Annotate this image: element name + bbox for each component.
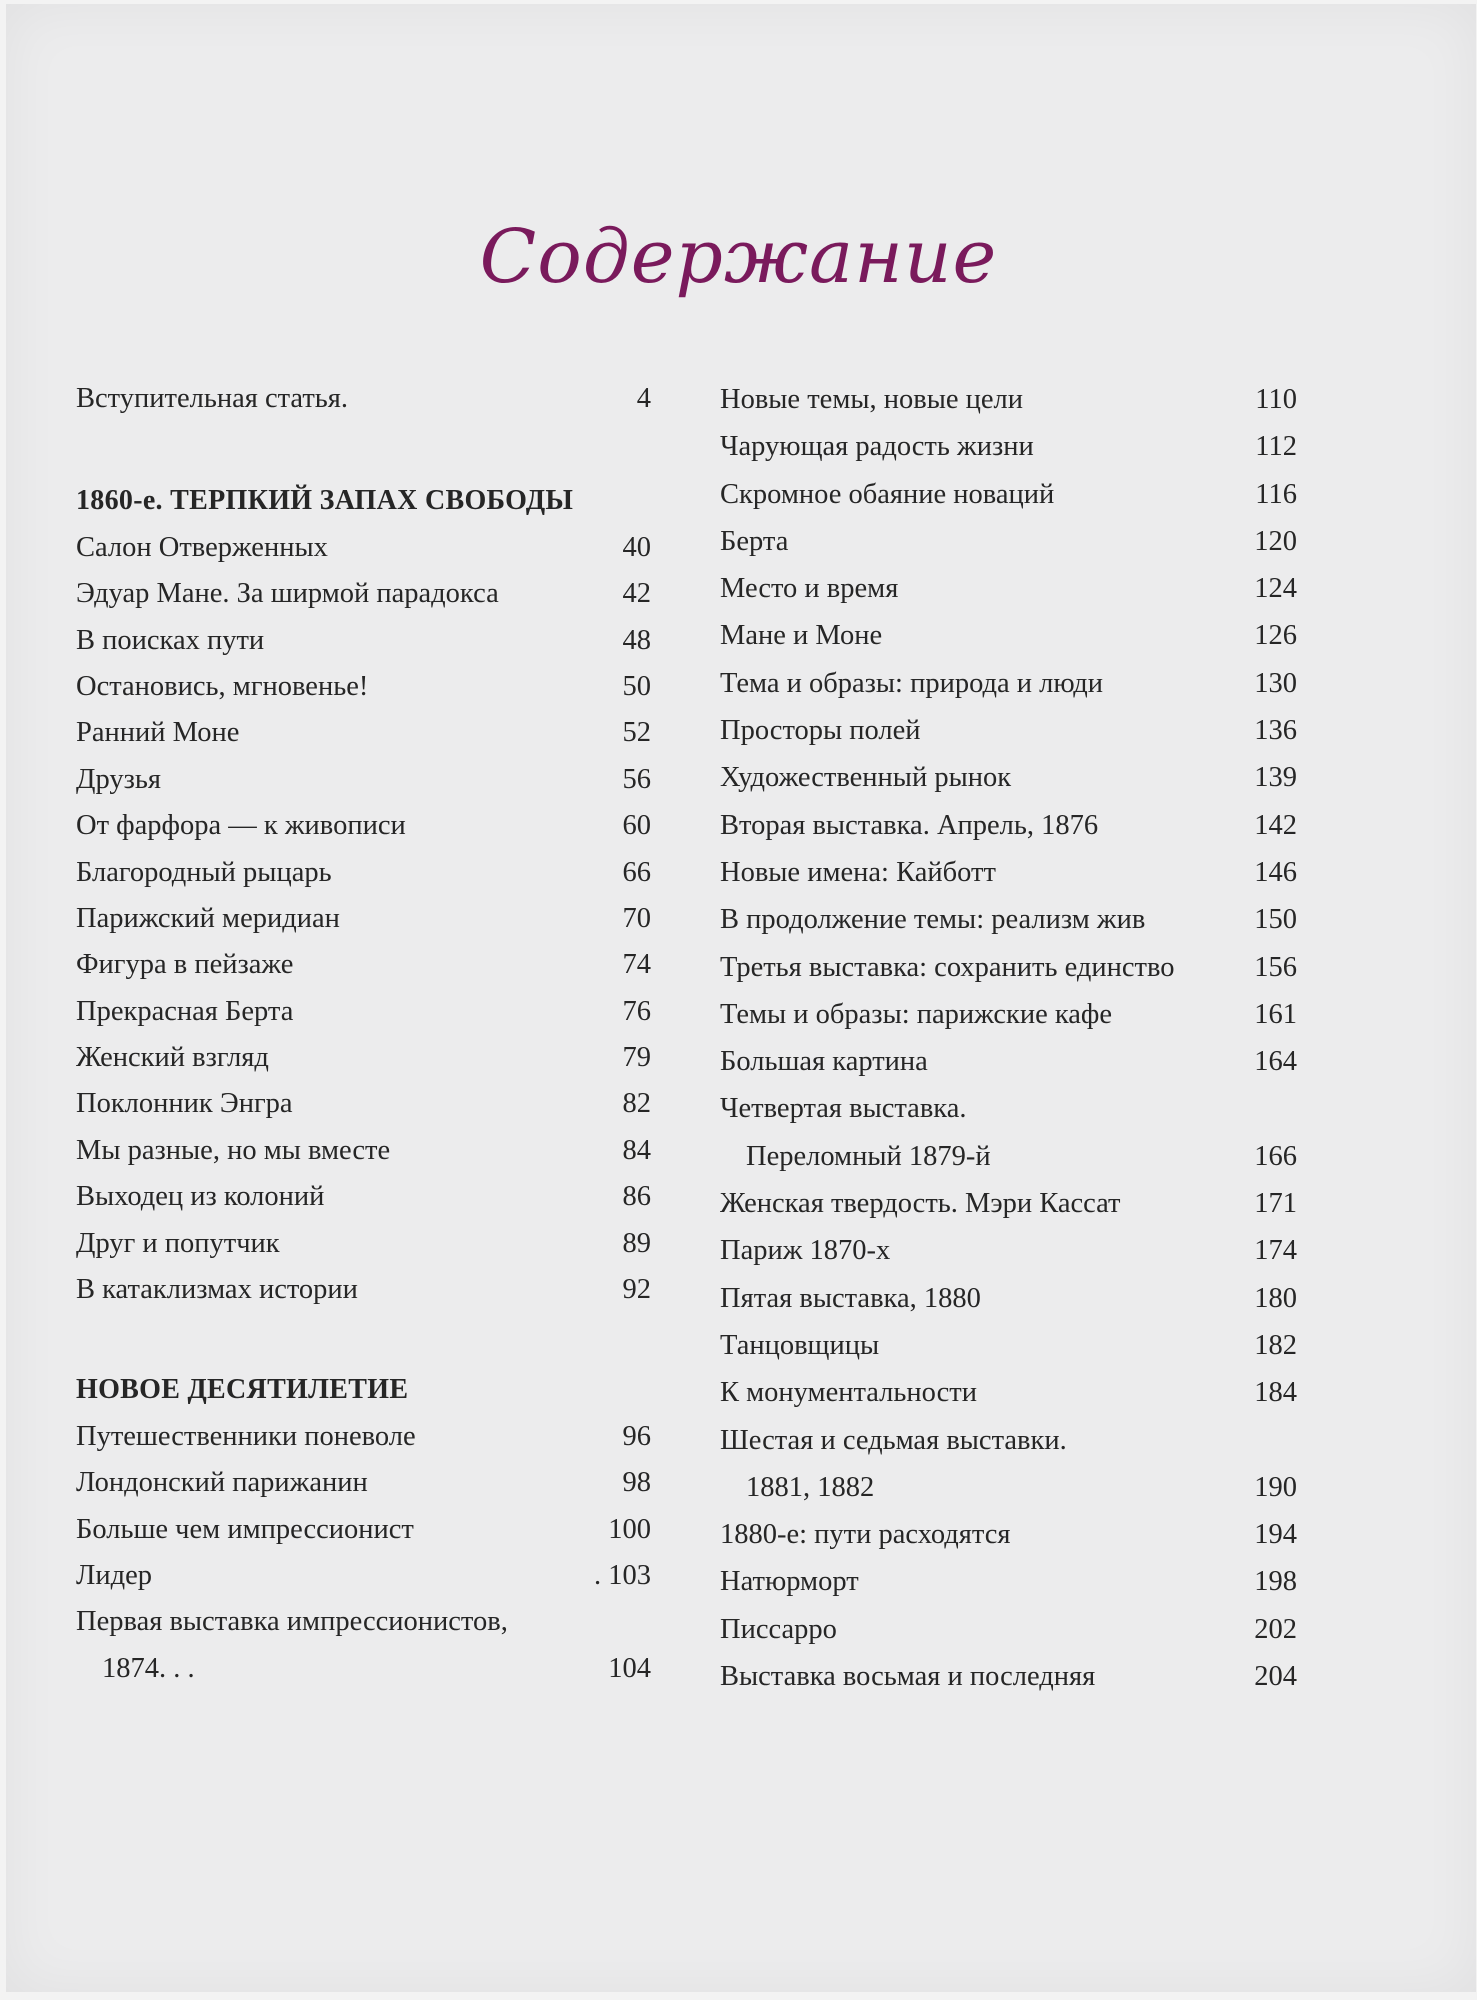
toc-entry — [720, 1606, 1297, 1653]
toc-entry — [720, 754, 1297, 801]
entry-page: 70 — [622, 902, 651, 934]
toc-entry — [76, 803, 651, 849]
entry-title: В продолжение темы: реализм жив — [720, 904, 1146, 936]
entry-title: Новые темы, новые цели — [720, 384, 1024, 415]
entry-page: 56 — [622, 763, 651, 795]
entry-page: 96 — [622, 1420, 651, 1452]
entry-page: 139 — [1254, 762, 1297, 794]
section-heading — [76, 1367, 651, 1413]
entry-title: К монументальности — [720, 1377, 977, 1409]
entry-title: Лондонский парижанин — [76, 1467, 368, 1499]
entry-title: От фарфора — к живописи — [76, 810, 406, 842]
toc-entry — [720, 518, 1297, 565]
entry-title: Ранний Моне — [76, 717, 240, 749]
entry-title: Фигура в пейзаже — [76, 949, 294, 981]
entry-page: 40 — [622, 531, 651, 563]
toc-entry — [76, 525, 651, 571]
toc-entry — [720, 660, 1297, 707]
entry-page: 60 — [622, 810, 651, 842]
entry-page: 98 — [622, 1467, 651, 1499]
entry-title: Прекрасная Берта — [76, 995, 294, 1027]
entry-title: Вторая выставка. Апрель, 1876 — [720, 809, 1099, 841]
entry-title: Эдуар Мане. За ширмой парадокса — [76, 578, 499, 610]
toc-entry — [720, 1085, 1297, 1132]
entry-title: Скромное обаяние новаций — [720, 478, 1055, 510]
section-heading — [76, 478, 651, 524]
entry-page: 204 — [1254, 1661, 1297, 1693]
page-title: Содержание — [479, 214, 998, 300]
entry-title: Тема и образы: природа и люди — [720, 667, 1103, 699]
toc-entry — [76, 1646, 651, 1692]
entry-title: Салон Отверженных — [76, 531, 328, 563]
section-heading-text: НОВОЕ ДЕСЯТИЛЕТИЕ — [76, 1374, 409, 1406]
entry-page: 164 — [1254, 1046, 1297, 1078]
toc-entry — [720, 1464, 1297, 1511]
entry-page: 194 — [1254, 1519, 1297, 1551]
entry-title: Большая картина — [720, 1046, 928, 1078]
toc-entry — [720, 707, 1297, 754]
entry-page: 100 — [608, 1513, 651, 1545]
entry-page: 74 — [622, 949, 651, 981]
toc-entry — [720, 1417, 1297, 1464]
entry-page: 174 — [1254, 1235, 1297, 1267]
entry-title: Первая выставка импрессионистов, — [76, 1606, 508, 1638]
entry-title: Поклонник Энгра — [76, 1088, 293, 1120]
toc-entry — [720, 1133, 1297, 1180]
entry-page: 52 — [622, 717, 651, 749]
toc-entry — [76, 1553, 651, 1599]
entry-page: 82 — [622, 1088, 651, 1120]
entry-page: 86 — [622, 1181, 651, 1213]
toc-entry — [76, 1221, 651, 1267]
entry-page: 180 — [1254, 1282, 1297, 1314]
entry-page: 92 — [622, 1274, 651, 1306]
toc-entry — [720, 1511, 1297, 1558]
entry-title: Вступительная статья. — [76, 383, 349, 414]
toc-entry — [720, 1369, 1297, 1416]
toc-entry — [720, 1558, 1297, 1605]
toc-entry — [76, 1128, 651, 1174]
entry-page: 124 — [1254, 573, 1297, 605]
entry-title: Переломный 1879-й — [746, 1140, 991, 1172]
toc-entry — [720, 849, 1297, 896]
entry-title: Выходец из колоний — [76, 1181, 325, 1213]
entry-title: Чарующая радость жизни — [720, 431, 1034, 463]
entry-title: Мане и Моне — [720, 620, 883, 652]
entry-page: 112 — [1255, 431, 1297, 463]
entry-title: Друг и попутчик — [76, 1227, 280, 1259]
entry-page: 104 — [608, 1652, 651, 1684]
entry-page: 136 — [1254, 715, 1297, 747]
toc-entry — [76, 1081, 651, 1127]
entry-title: Берта — [720, 525, 789, 557]
entry-title: Больше чем импрессионист — [76, 1513, 414, 1545]
entry-page: 79 — [622, 1042, 651, 1074]
toc-entry — [76, 710, 651, 756]
toc-entry — [76, 571, 651, 617]
entry-page: 42 — [622, 578, 651, 610]
toc-entry — [720, 376, 1297, 423]
toc-entry — [76, 618, 651, 664]
entry-title: Путешественники поневоле — [76, 1420, 416, 1452]
toc-entry — [720, 1180, 1297, 1227]
entry-title: Писсарро — [720, 1613, 837, 1645]
entry-page: 184 — [1254, 1377, 1297, 1409]
toc-entry — [76, 989, 651, 1035]
toc-entry — [720, 991, 1297, 1038]
entry-title: Просторы полей — [720, 715, 921, 747]
toc-entry — [76, 1267, 651, 1313]
entry-title: В поисках пути — [76, 624, 265, 656]
entry-title: Третья выставка: сохранить единство — [720, 951, 1175, 983]
entry-page: 110 — [1255, 384, 1297, 415]
entry-title: Выставка восьмая и последняя — [720, 1661, 1096, 1693]
entry-title: Пятая выставка, 1880 — [720, 1282, 981, 1314]
entry-title: В катаклизмах истории — [76, 1274, 358, 1306]
toc-entry — [76, 1507, 651, 1553]
entry-page: 150 — [1254, 904, 1297, 936]
entry-title: Мы разные, но мы вместе — [76, 1134, 391, 1166]
toc-entry — [720, 423, 1297, 470]
toc-entry — [76, 850, 651, 896]
entry-title: Лидер — [76, 1559, 152, 1591]
entry-page: 120 — [1254, 525, 1297, 557]
toc-entry — [720, 1038, 1297, 1085]
toc-entry — [720, 612, 1297, 659]
section-heading-text: 1860-е. ТЕРПКИЙ ЗАПАХ СВОБОДЫ — [76, 485, 574, 517]
entry-page: 146 — [1254, 856, 1297, 888]
toc-entry — [76, 1174, 651, 1220]
entry-page: . 103 — [594, 1559, 651, 1591]
toc-left-column — [76, 376, 651, 1692]
toc-entry — [720, 565, 1297, 612]
entry-title: Женский взгляд — [76, 1042, 269, 1074]
entry-page: 4 — [636, 383, 651, 414]
entry-title: Шестая и седьмая выставки. — [720, 1424, 1067, 1456]
toc-entry — [76, 757, 651, 803]
toc-entry — [720, 802, 1297, 849]
entry-page: 182 — [1254, 1329, 1297, 1361]
entry-title: Париж 1870-х — [720, 1235, 891, 1267]
toc-entry — [720, 471, 1297, 518]
toc-entry — [76, 376, 651, 422]
toc-entry — [720, 896, 1297, 943]
entry-page: 76 — [622, 995, 651, 1027]
entry-title: Танцовщицы — [720, 1329, 880, 1361]
toc-entry — [720, 1227, 1297, 1274]
entry-page: 89 — [622, 1227, 651, 1259]
toc-entry — [720, 1275, 1297, 1322]
entry-title: 1880-е: пути расходятся — [720, 1519, 1011, 1551]
toc-entry — [76, 1035, 651, 1081]
entry-page: 50 — [622, 670, 651, 702]
toc-entry — [76, 942, 651, 988]
toc-entry — [720, 944, 1297, 991]
entry-title: Новые имена: Кайботт — [720, 856, 996, 888]
entry-title: Место и время — [720, 573, 899, 605]
entry-title: Темы и образы: парижские кафе — [720, 998, 1113, 1030]
entry-title: Парижский меридиан — [76, 902, 340, 934]
entry-page: 190 — [1254, 1471, 1297, 1503]
entry-title: Остановись, мгновенье! — [76, 670, 369, 702]
toc-entry — [720, 1322, 1297, 1369]
toc-entry — [720, 1653, 1297, 1700]
entry-title: Благородный рыцарь — [76, 856, 332, 888]
toc-entry — [76, 1460, 651, 1506]
entry-title: Художественный рынок — [720, 762, 1012, 794]
toc-entry — [76, 896, 651, 942]
toc-right-column — [720, 376, 1297, 1700]
toc-entry — [76, 1414, 651, 1460]
entry-page: 48 — [622, 624, 651, 656]
entry-page: 66 — [622, 856, 651, 888]
entry-title: Четвертая выставка. — [720, 1093, 967, 1125]
entry-page: 84 — [622, 1134, 651, 1166]
entry-title: Друзья — [76, 763, 161, 795]
entry-title: 1874. . . — [102, 1652, 195, 1684]
entry-page: 126 — [1254, 620, 1297, 652]
toc-entry — [76, 664, 651, 710]
entry-title: Натюрморт — [720, 1566, 859, 1598]
entry-page: 156 — [1254, 951, 1297, 983]
section-gap — [76, 422, 651, 478]
entry-page: 171 — [1254, 1188, 1297, 1220]
entry-title: Женская твердость. Мэри Кассат — [720, 1188, 1121, 1220]
entry-title: 1881, 1882 — [746, 1471, 875, 1503]
section-gap — [76, 1313, 651, 1367]
entry-page: 202 — [1254, 1613, 1297, 1645]
entry-page: 198 — [1254, 1566, 1297, 1598]
toc-entry — [76, 1599, 651, 1645]
entry-page: 161 — [1254, 998, 1297, 1030]
entry-page: 130 — [1254, 667, 1297, 699]
entry-page: 166 — [1254, 1140, 1297, 1172]
entry-page: 116 — [1255, 478, 1297, 510]
entry-page: 142 — [1254, 809, 1297, 841]
